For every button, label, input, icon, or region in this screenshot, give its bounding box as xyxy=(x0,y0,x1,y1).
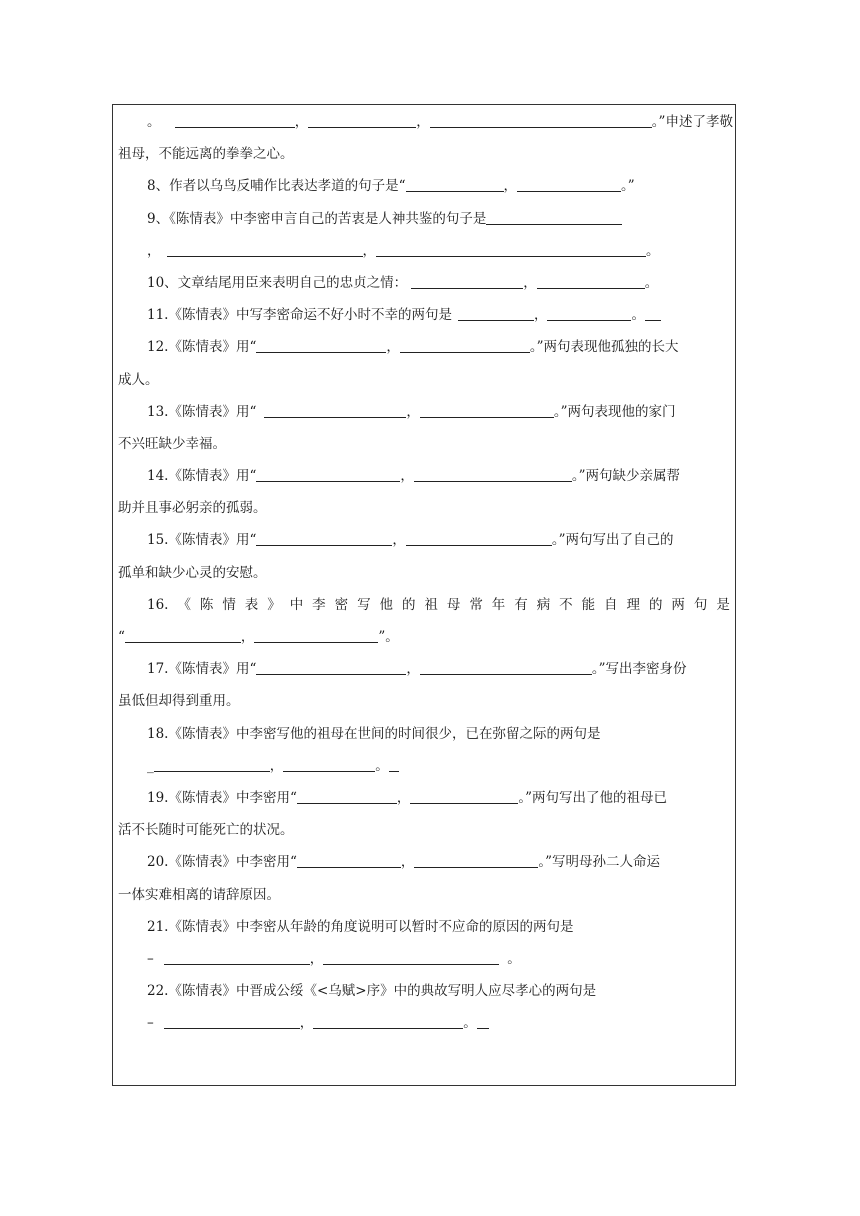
question-16-line-1 xyxy=(118,589,730,621)
question-13-line-2: 不兴旺缺少幸福。 xyxy=(118,435,226,452)
question-22-line-2 xyxy=(118,1007,730,1039)
q12-blank-2[interactable] xyxy=(400,338,530,353)
q22-lead: – xyxy=(147,1015,154,1032)
q21-end: 。 xyxy=(507,950,521,967)
q20-after: 写明母孙二人命运 xyxy=(552,854,661,871)
q18-blank-1[interactable] xyxy=(154,757,270,772)
q15-after: 两句写出了自己的 xyxy=(565,532,674,549)
question-14-line-1 xyxy=(118,460,730,492)
question-7-line-1 xyxy=(118,106,733,138)
q12-blank-1[interactable] xyxy=(256,338,386,353)
worksheet-content xyxy=(118,106,733,1039)
q16-char: 写 xyxy=(357,596,371,613)
q16-char: 》 xyxy=(267,596,281,613)
q8-blank-1[interactable] xyxy=(406,177,504,192)
q11-text: 11.《陈情表》中写李密命运不好小时不幸的两句是 xyxy=(147,307,452,324)
q12-after: 两句表现他孤独的长大 xyxy=(543,339,679,356)
q16-char: 自 xyxy=(604,596,618,613)
q21-blank-2[interactable] xyxy=(323,950,499,965)
q7-lead: 。 xyxy=(147,114,161,130)
q16-char: 有 xyxy=(514,596,528,613)
q15-blank-1[interactable] xyxy=(256,531,392,546)
q16-char: 表 xyxy=(244,596,259,613)
q17-sep: ， xyxy=(406,661,420,678)
question-9-line-2 xyxy=(118,235,730,267)
q16-char: 他 xyxy=(379,596,394,613)
q9-blank-1[interactable] xyxy=(486,210,622,225)
q21-lead: – xyxy=(147,950,154,967)
q13-blank-1[interactable] xyxy=(264,403,406,418)
question-17-line-2: 虽低但却得到重用。 xyxy=(118,693,240,710)
q8-sep: ， xyxy=(503,178,517,195)
q22-sep: ， xyxy=(299,1015,314,1032)
q18-text: 18.《陈情表》中李密写他的祖母在世间的时间很少，已在弥留之际的两句是 xyxy=(147,725,601,742)
question-18-line-2 xyxy=(118,750,730,782)
q11-end: 。 xyxy=(631,307,645,324)
q19-blank-2[interactable] xyxy=(410,789,518,804)
q17-text: 17.《陈情表》用“ xyxy=(147,661,257,678)
q9-lead: ， xyxy=(147,242,161,259)
question-21-line-1 xyxy=(118,911,730,943)
q16-char: 李 xyxy=(312,596,326,613)
q16-char: 能 xyxy=(581,596,596,613)
q18-blank-tail xyxy=(389,757,399,772)
q19-end: 。” xyxy=(518,789,533,806)
q16-blank-2[interactable] xyxy=(254,628,378,643)
q13-text: 13.《陈情表》用“ xyxy=(147,403,257,420)
q16-char: 病 xyxy=(536,596,551,613)
q7-after: 申述了孝敬 xyxy=(665,114,733,130)
q16-char: 是 xyxy=(716,596,730,613)
question-18-line-1 xyxy=(118,718,730,750)
q22-blank-2[interactable] xyxy=(313,1014,463,1029)
q10-blank-1[interactable] xyxy=(411,274,523,289)
q19-sep: ， xyxy=(396,789,411,806)
q13-blank-2[interactable] xyxy=(420,403,554,418)
q16-char: 母 xyxy=(446,596,461,613)
q11-blank-2[interactable] xyxy=(547,306,631,321)
question-7-line-2: 祖母，不能远离的拳拳之心。 xyxy=(118,146,294,163)
q9-sep: ， xyxy=(362,242,376,259)
q8-end: 。” xyxy=(621,178,635,195)
q14-end: 。” xyxy=(571,468,586,485)
question-14-line-2: 助并且事必躬亲的孤弱。 xyxy=(118,500,267,517)
question-16-line-2 xyxy=(118,621,730,653)
q15-blank-2[interactable] xyxy=(406,531,552,546)
q9-blank-2[interactable] xyxy=(167,242,363,257)
q18-blank-2[interactable] xyxy=(283,757,375,772)
question-12-line-2: 成人。 xyxy=(118,371,159,388)
q15-end: 。” xyxy=(551,532,566,549)
q18-end: 。 xyxy=(375,757,389,774)
q21-text: 21.《陈情表》中李密从年龄的角度说明可以暂时不应命的原因的两句是 xyxy=(147,918,574,935)
q16-char: 16. xyxy=(147,596,169,613)
q22-blank-1[interactable] xyxy=(164,1014,300,1029)
q20-sep: ， xyxy=(400,854,415,871)
q8-blank-2[interactable] xyxy=(517,177,621,192)
q7-blank-2[interactable] xyxy=(308,113,416,128)
q14-blank-1[interactable] xyxy=(256,467,400,482)
q15-text: 15.《陈情表》用“ xyxy=(147,532,257,549)
q16-char: 理 xyxy=(626,596,640,613)
q11-blank-1[interactable] xyxy=(458,306,534,321)
q16-char: 情 xyxy=(222,596,236,613)
q20-blank-2[interactable] xyxy=(414,853,538,868)
question-10 xyxy=(118,267,730,299)
q16-end: ”。 xyxy=(378,629,399,645)
question-19-line-1 xyxy=(118,782,730,814)
q7-blank-3[interactable] xyxy=(430,113,652,128)
q10-sep: ， xyxy=(523,274,537,291)
q13-sep: ， xyxy=(406,403,420,420)
q16-char: 祖 xyxy=(424,596,438,613)
q22-text: 22.《陈情表》中晋成公绥《<乌赋>序》中的典故写明人应尽孝心的两句是 xyxy=(147,983,597,1000)
q16-char: 《 xyxy=(177,596,191,613)
question-20-line-1 xyxy=(118,846,730,878)
q14-sep: ， xyxy=(400,468,414,485)
question-20-line-2: 一体实难相离的请辞原因。 xyxy=(118,886,280,903)
q16-char: 常 xyxy=(469,596,483,613)
question-11 xyxy=(118,299,730,331)
question-22-line-1 xyxy=(118,975,730,1007)
q10-blank-2[interactable] xyxy=(537,274,645,289)
question-15-line-2: 孤单和缺少心灵的安慰。 xyxy=(118,564,267,581)
q16-char: 的 xyxy=(648,596,663,613)
q8-text: 8、作者以乌鸟反哺作比表达孝道的句子是“ xyxy=(147,178,406,195)
q9-text: 9、《陈情表》中李密申言自己的苦衷是人神共鉴的句子是 xyxy=(147,210,487,227)
q16-char: 年 xyxy=(491,596,506,613)
q20-text: 20.《陈情表》中李密用“ xyxy=(147,854,297,871)
q16-char: 不 xyxy=(559,596,573,613)
q21-blank-1[interactable] xyxy=(164,950,310,965)
q16-char: 的 xyxy=(401,596,416,613)
q7-end: 。” xyxy=(651,114,666,130)
question-13-line-1 xyxy=(118,396,730,428)
q19-text: 19.《陈情表》中李密用“ xyxy=(147,789,297,806)
q14-text: 14.《陈情表》用“ xyxy=(147,468,257,485)
q22-end: 。 xyxy=(463,1015,477,1032)
q18-sep: ， xyxy=(269,757,284,774)
q14-after: 两句缺少亲属帮 xyxy=(585,468,681,485)
question-21-line-2 xyxy=(118,943,730,975)
q20-end: 。” xyxy=(538,854,553,871)
q7-blank-1[interactable] xyxy=(175,113,295,128)
q13-after: 两句表现他的家门 xyxy=(567,403,676,420)
question-19-line-2: 活不长随时可能死亡的状况。 xyxy=(118,822,294,839)
q17-after: 写出李密身份 xyxy=(605,661,687,678)
q7-sep-1: ， xyxy=(294,114,309,130)
q19-blank-1[interactable] xyxy=(297,789,397,804)
question-8 xyxy=(118,170,730,202)
q14-blank-2[interactable] xyxy=(414,467,572,482)
q11-sep: ， xyxy=(533,307,548,324)
q16-char: 两 xyxy=(671,596,685,613)
q16-char: 句 xyxy=(693,596,708,613)
q17-blank-2[interactable] xyxy=(420,660,592,675)
q16-blank-1[interactable] xyxy=(125,628,241,643)
q18-lead: _ xyxy=(147,757,154,774)
q16-sep: ， xyxy=(240,629,255,645)
q22-blank-tail xyxy=(477,1014,489,1029)
question-15-line-1 xyxy=(118,524,730,556)
q13-end: 。” xyxy=(553,403,568,420)
question-9-line-1 xyxy=(118,203,730,235)
q17-blank-1[interactable] xyxy=(256,660,406,675)
q21-sep: ， xyxy=(309,950,324,967)
q12-text: 12.《陈情表》用“ xyxy=(147,339,257,356)
q10-text: 10、文章结尾用臣来表明自己的忠贞之情： xyxy=(147,274,408,291)
q12-sep: ， xyxy=(386,339,400,356)
q20-blank-1[interactable] xyxy=(297,853,401,868)
q16-char: 陈 xyxy=(199,596,214,613)
q19-after: 两句写出了他的祖母已 xyxy=(532,789,668,806)
question-12-line-1 xyxy=(118,331,730,363)
q15-sep: ， xyxy=(392,532,406,549)
q16-char: 中 xyxy=(289,596,304,613)
q12-end: 。” xyxy=(529,339,544,356)
q9-blank-3[interactable] xyxy=(376,242,646,257)
q10-end: 。 xyxy=(644,274,659,291)
q11-blank-tail xyxy=(645,306,661,321)
q17-end: 。” xyxy=(591,661,606,678)
q9-end: 。 xyxy=(646,242,660,259)
q16-char: 密 xyxy=(334,596,349,613)
q16-lead: “ xyxy=(118,629,125,645)
question-17-line-1 xyxy=(118,653,730,685)
q7-sep-2: ， xyxy=(416,114,430,130)
